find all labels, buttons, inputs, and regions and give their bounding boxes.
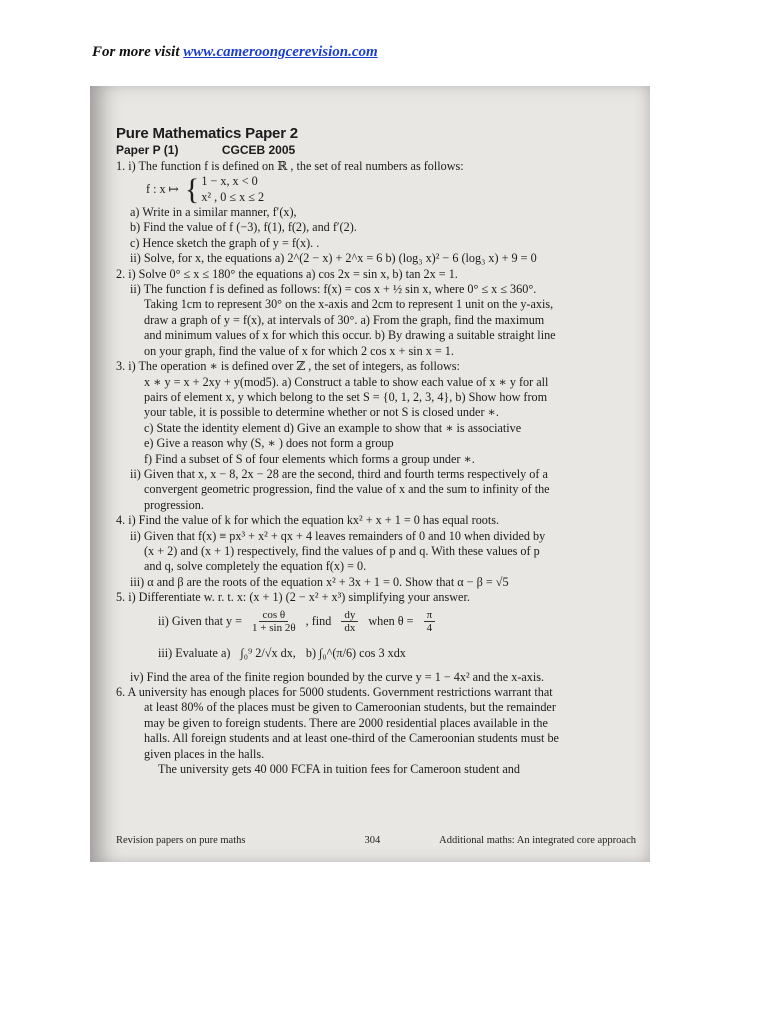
q6-4: halls. All foreign students and at least one-third of the Cameroonian students must be [144, 731, 559, 746]
exam-label: CGCEB 2005 [221, 143, 296, 158]
page-content [116, 126, 636, 777]
q5ii-prefix: ii) Given that y = [158, 613, 243, 628]
page-footer [116, 835, 636, 846]
q1ii: ii) Solve, for x, the equations a) 2^(2 − x) + 2^x = 6 b) (log₃ x)² − 6 (log₃ x) + 9 = 0 [130, 251, 537, 266]
q4ii-3: and q, solve completely the equation f(x) = 0. [144, 559, 367, 574]
banner-prefix: For more visit [92, 44, 184, 60]
q2ii-3: draw a graph of y = f(x), at intervals of 30°. a) From the graph, find the maximum [144, 312, 545, 327]
q5ii-when: when θ = [368, 613, 414, 628]
q1b: b) Find the value of f (−3), f(1), f(2), and f′(2). [130, 220, 357, 235]
q1-fn-label: f : x ↦ [146, 181, 179, 196]
q5ii-mid: , find [305, 613, 332, 628]
q4iii: iii) α and β are the roots of the equation x² + 3x + 1 = 0. Show that α − β = √5 [130, 574, 509, 589]
q2ii-5: on your graph, find the value of x for which 2 cos x + sin x = 1. [144, 343, 454, 358]
q4ii-2: (x + 2) and (x + 1) respectively, find the values of p and q. With these values of p [144, 543, 540, 558]
q3ii-2: convergent geometric progression, find the value of x and the sum to infinity of the [144, 482, 550, 497]
q1-piecewise [116, 174, 636, 205]
q5iii-prefix: iii) Evaluate a) [158, 645, 231, 660]
q3i-2: x ∗ y = x + 2xy + y(mod5). a) Construct a table to show each value of x ∗ y for all [144, 374, 549, 389]
q6-2: at least 80% of the places must be given to Cameroonian students, but the remainder [144, 700, 556, 715]
q1-cases [201, 174, 264, 205]
q1a: a) Write in a similar manner, f′(x), [130, 205, 297, 220]
q5ii [116, 606, 636, 638]
q5ii-dx: dx [344, 622, 356, 635]
q3f: f) Find a subset of S of four elements which forms a group under ∗. [144, 451, 475, 466]
q5ii-derivative [341, 609, 358, 634]
q1-intro: 1. i) The function f is defined on ℝ , the set of real numbers as follows: [116, 158, 464, 173]
q6-3: may be given to foreign students. There are 2000 residential places available in the [144, 715, 548, 730]
q5iv: iv) Find the area of the finite region bounded by the curve y = 1 − 4x² and the x-axis. [130, 669, 545, 684]
page-title: Pure Mathematics Paper 2 [116, 125, 298, 142]
q5ii-four: 4 [426, 622, 433, 635]
q5iii-a: ∫₀⁹ 2/√x dx, [240, 645, 296, 660]
q4ii-1: ii) Given that f(x) ≡ px³ + x² + qx + 4 leaves remainders of 0 and 10 when divided by [130, 528, 546, 543]
q1c: c) Hence sketch the graph of y = f(x). . [130, 235, 320, 250]
q5ii-fraction [252, 609, 296, 634]
q6-5: given places in the halls. [144, 746, 265, 761]
paper-heading [116, 143, 636, 158]
q3i-1: 3. i) The operation ∗ is defined over ℤ , the set of integers, as follows: [116, 359, 460, 374]
q3ii-3: progression. [144, 497, 204, 512]
scanned-page [90, 86, 650, 862]
q2ii-4: and minimum values of x for which this occur. b) By drawing a suitable straight line [144, 328, 556, 343]
q5ii-numerator: cos θ [259, 609, 288, 622]
q5iii [116, 638, 636, 670]
q5ii-denominator: 1 + sin 2θ [252, 622, 296, 635]
q6-1: 6. A university has enough places for 5000 students. Government restrictions warrant that [116, 685, 553, 699]
brace-icon: { [184, 172, 200, 206]
q1-case-2: x² , 0 ≤ x ≤ 2 [201, 189, 265, 204]
footer-left: Revision papers on pure maths [116, 835, 246, 846]
footer-page-number: 304 [364, 835, 381, 846]
top-banner [92, 44, 378, 61]
q3i-4: your table, it is possible to determine whether or not S is closed under ∗. [144, 405, 499, 420]
q6-6: The university gets 40 000 FCFA in tuition fees for Cameroon student and [158, 762, 520, 777]
q5ii-dy: dy [341, 609, 358, 622]
q5ii-pi: π [424, 609, 436, 622]
q1-case-1: 1 − x, x < 0 [201, 174, 258, 189]
q5ii-angle [424, 609, 436, 634]
footer-right: Additional maths: An integrated core approach [439, 835, 636, 846]
q4i: 4. i) Find the value of k for which the equation kx² + x + 1 = 0 has equal roots. [116, 513, 500, 528]
q5i: 5. i) Differentiate w. r. t. x: (x + 1) (2 − x² + x³) simplifying your answer. [116, 590, 470, 605]
q3ii-1: ii) Given that x, x − 8, 2x − 28 are the second, third and fourth terms respectively of a [130, 466, 548, 481]
q3e: e) Give a reason why (S, ∗ ) does not form a group [144, 436, 394, 451]
q3c: c) State the identity element d) Give an example to show that ∗ is associative [144, 420, 522, 435]
q3i-3: pairs of element x, y which belong to the set S = {0, 1, 2, 3, 4}, b) Show how from [144, 389, 548, 404]
q2i: 2. i) Solve 0° ≤ x ≤ 180° the equations a) cos 2x = sin x, b) tan 2x = 1. [116, 266, 458, 281]
banner-link[interactable]: www.cameroongcerevision.com [183, 44, 378, 60]
paper-label: Paper P (1) [116, 143, 179, 158]
q2ii-1: ii) The function f is defined as follows: f(x) = cos x + ½ sin x, where 0° ≤ x ≤ 360°. [130, 282, 537, 297]
q2ii-2: Taking 1cm to represent 30° on the x-axis and 2cm to represent 1 unit on the y-axis, [144, 297, 554, 312]
q5iii-b: b) ∫₀^(π/6) cos 3 xdx [305, 645, 406, 660]
